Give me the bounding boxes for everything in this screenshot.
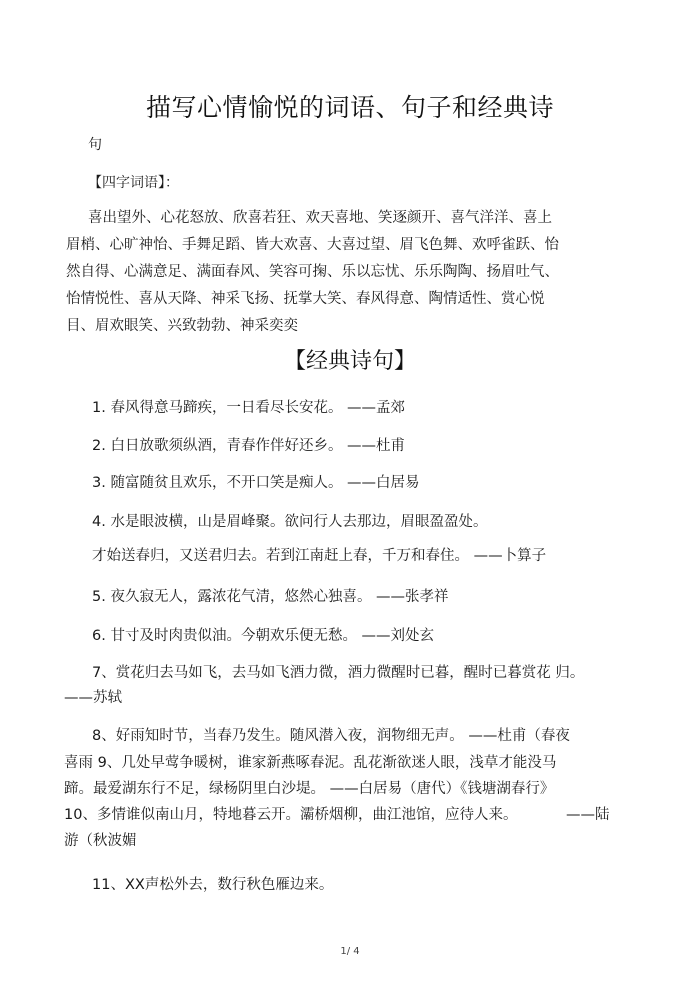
poem-line-8: 8、好雨知时节，当春乃发生。随风潜入夜，润物细无声。 ——杜甫（春夜: [92, 728, 570, 744]
idioms-line: 怡情悦性、喜从天降、神采飞扬、抚掌大笑、春风得意、陶情适性、赏心悦: [66, 291, 545, 307]
poem-line-10: 10、多情谁似南山月，特地暮云开。灞桥烟柳，曲江池馆，应待人来。: [64, 807, 518, 823]
poems-heading: 【经典诗句】: [283, 349, 416, 374]
poem-line-1: 1. 春风得意马蹄疾，一日看尽长安花。 ——孟郊: [92, 400, 406, 416]
poem-line-7-author: ——苏轼: [64, 690, 122, 706]
idioms-line: 然自得、心满意足、满面春风、笑容可掬、乐以忘忧、乐乐陶陶、扬眉吐气、: [66, 264, 559, 280]
poem-line-10-dash: ——陆: [566, 807, 610, 823]
poem-line-10-continued: 游（秋波媚: [64, 833, 137, 849]
poem-line-3: 3. 随富随贫且欢乐，不开口笑是痴人。 ——白居易: [92, 475, 420, 491]
poem-line-4: 4. 水是眼波横，山是眉峰聚。欲问行人去那边，眉眼盈盈处。: [92, 514, 488, 530]
poem-line-5: 5. 夜久寂无人，露浓花气清，悠然心独喜。 ——张孝祥: [92, 589, 449, 605]
idioms-line: 目、眉欢眼笑、兴致勃勃、神采奕奕: [66, 318, 298, 334]
idioms-line: 喜出望外、心花怒放、欣喜若狂、欢天喜地、笑逐颜开、喜气洋洋、喜上: [88, 210, 552, 226]
idioms-paragraph: [66, 205, 608, 340]
idioms-line: 眉梢、心旷神怡、手舞足蹈、皆大欢喜、大喜过望、眉飞色舞、欢呼雀跃、怡: [66, 237, 559, 253]
poem-line-11: 11、XX声松外去，数行秋色雁边来。: [92, 877, 334, 893]
poem-line-8-continued: 喜雨 9、几处早莺争暖树，谁家新燕啄春泥。乱花渐欲迷人眼，浅草才能没马: [64, 755, 557, 771]
page-number: 1/ 4: [340, 946, 360, 957]
poem-line-6: 6. 甘寸及时肉贵似油。今朝欢乐便无愁。 ——刘处玄: [92, 628, 435, 644]
poem-line-8-continued: 蹄。最爱湖东行不足，绿杨阴里白沙堤。 ——白居易（唐代）《钱塘湖春行》: [64, 781, 555, 797]
title-continuation: 句: [88, 137, 102, 153]
poem-line-7: 7、赏花归去马如飞，去马如飞酒力微，酒力微醒时已暮，醒时已暮赏花 归。: [92, 665, 585, 681]
poem-line-2: 2. 白日放歌须纵酒，青春作伴好还乡。 ——杜甫: [92, 438, 406, 454]
poem-line-4-continued: 才始送春归，又送君归去。若到江南赶上春，千万和春住。 ——卜算子: [92, 548, 547, 564]
document-title: 描写心情愉悦的词语、句子和经典诗: [145, 93, 554, 122]
idioms-heading: 【四字词语】：: [88, 175, 179, 191]
